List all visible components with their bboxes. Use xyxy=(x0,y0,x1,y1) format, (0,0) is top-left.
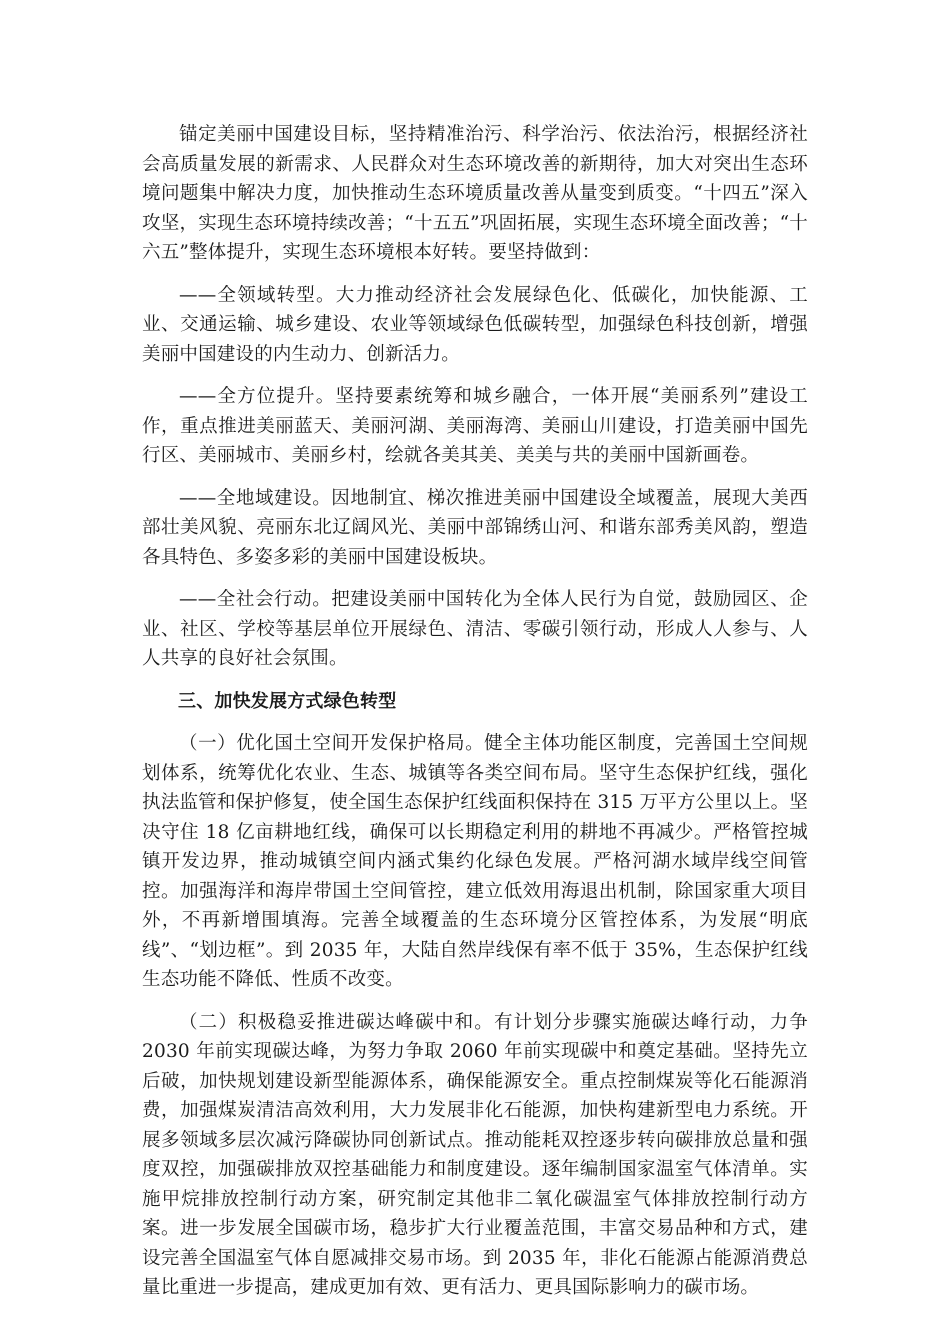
paragraph-whole-society-action: ——全社会行动。把建设美丽中国转化为全体人民行为自觉，鼓励园区、企业、社区、学校等基层单位开展绿色、清洁、零碳引领行动，形成人人参与、人人共享的良好社会氛围。 xyxy=(142,589,808,669)
paragraph-carbon-peak: （二）积极稳妥推进碳达峰碳中和。有计划分步骤实施碳达峰行动，力争 2030 年前实现碳达峰，为努力争取 2060 年前实现碳中和奠定基础。坚持先立后破，加快规划建设新型能源体系，确保能源安全。重点控制煤炭等化石能源消费，加强煤炭清洁高效利用，大力发展非化石能源，加快构建新型电力系统。开展多领域多层次减污降碳协同创新试点。推动能耗双控逐步转向碳排放总量和强度双控，加强碳排放双控基础能力和制度建设。逐年编制国家温室气体清单。实施甲烷排放控制行动方案，研究制定其他非二氧化碳温室气体排放控制行动方案。进一步发展全国碳市场，稳步扩大行业覆盖范围，丰富交易品种和方式，建设完善全国温室气体自愿减排交易市场。到 2035 年，非化石能源占能源消费总量比重进一步提高，建成更加有效、更有活力、更具国际影响力的碳市场。 xyxy=(142,1011,808,1298)
paragraph-all-region-construction: ——全地域建设。因地制宜、梯次推进美丽中国建设全域覆盖，展现大美西部壮美风貌、亮丽东北辽阔风光、美丽中部锦绣山河、和谐东部秀美风韵，塑造各具特色、多姿多彩的美丽中国建设板块。 xyxy=(142,487,808,568)
paragraph-all-domain-transformation: ——全领域转型。大力推动经济社会发展绿色化、低碳化，加快能源、工业、交通运输、城乡建设、农业等领域绿色低碳转型，加强绿色科技创新，增强美丽中国建设的内生动力、创新活力。 xyxy=(142,284,808,365)
section-heading: 三、加快发展方式绿色转型 xyxy=(178,690,397,712)
paragraph-all-round-improvement: ——全方位提升。坚持要素统筹和城乡融合，一体开展“美丽系列”建设工作，重点推进美丽蓝天、美丽河湖、美丽海湾、美丽山川建设，打造美丽中国先行区、美丽城市、美丽乡村，绘就各美其美、美美与共的美丽中国新画卷。 xyxy=(142,386,808,466)
paragraph-intro: 锚定美丽中国建设目标，坚持精准治污、科学治污、依法治污，根据经济社会高质量发展的新需求、人民群众对生态环境改善的新期待，加大对突出生态环境问题集中解决力度，加快推动生态环境质量改善从量变到质变。“十四五”深入攻坚，实现生态环境持续改善；“十五五”巩固拓展，实现生态环境全面改善；“十六五”整体提升，实现生态环境根本好转。要坚持做到： xyxy=(142,124,808,263)
paragraph-land-space: （一）优化国土空间开发保护格局。健全主体功能区制度，完善国土空间规划体系，统筹优化农业、生态、城镇等各类空间布局。坚守生态保护红线，强化执法监管和保护修复，使全国生态保护红线面积保持在 315 万平方公里以上。坚决守住 18 亿亩耕地红线，确保可以长期稳定利用的耕地不再减少。严格管控城镇开发边界，推动城镇空间内涵式集约化绿色发展。严格河湖水域岸线空间管控。加强海洋和海岸带国土空间管控，建立低效用海退出机制，除国家重大项目外，不再新增围填海。完善全域覆盖的生态环境分区管控体系，为发展“明底线”、“划边框”。到 2035 年，大陆自然岸线保有率不低于 35%，生态保护红线生态功能不降低、性质不改变。 xyxy=(142,733,808,990)
document-body xyxy=(142,120,808,1316)
